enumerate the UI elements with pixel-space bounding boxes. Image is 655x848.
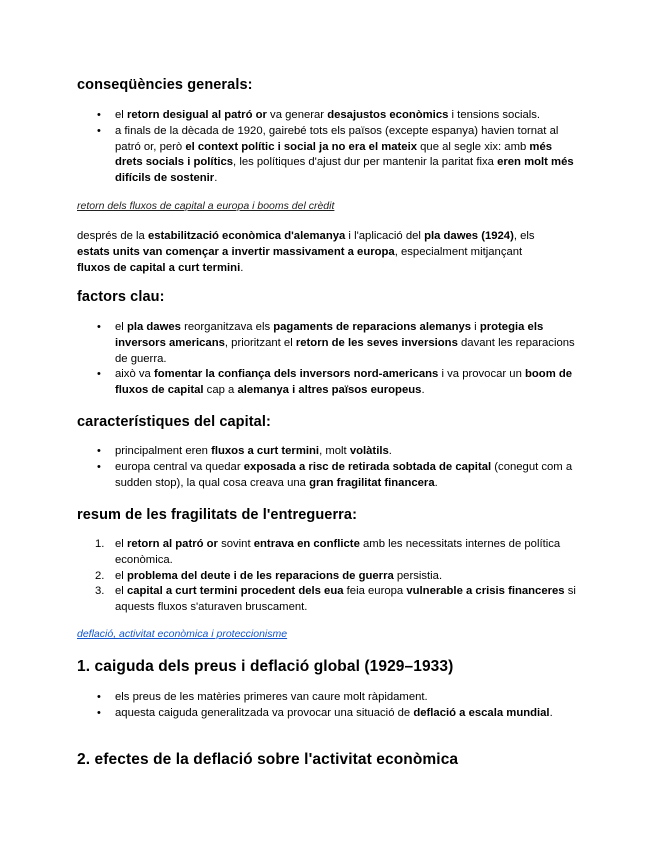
list-item: • aquesta caiguda generalitzada va provocar una situació de deflació a escala mundial.: [77, 706, 577, 722]
list-caiguda-preus: [77, 690, 577, 722]
list-item: 1. el retorn al patró or sovint entrava en conflicte amb les necessitats internes de política econòmica.: [95, 538, 561, 566]
heading-resum-fragilitats: resum de les fragilitats de l'entreguerra:: [77, 507, 358, 523]
link-deflacio[interactable]: deflació, activitat econòmica i proteccionisme: [77, 628, 288, 640]
list-item: • a finals de la dècada de 1920, gairebé tots els països (excepte espanya) havien tornat al patró or, però el context polític i social ja no era el mateix que al segle xix: amb més drets socials i polítics, les polítiques d'ajust dur per mantenir la paritat fixa eren molt més difícils de sostenir.: [77, 124, 577, 187]
link-retorn-fluxos[interactable]: retorn dels fluxos de capital a europa i booms del crèdit: [77, 200, 335, 212]
heading-factors-clau: factors clau:: [77, 289, 165, 305]
list-resum-fragilitats: [77, 537, 577, 616]
list-item: • això va fomentar la confiança dels inversors nord-americans i va provocar un boom de fluxos de capital cap a alemanya i altres països europeus.: [77, 367, 577, 399]
list-item: 2. el problema del deute i de les reparacions de guerra persistia.: [95, 569, 443, 582]
heading-consequencies: conseqüències generals:: [77, 77, 253, 93]
list-item: • els preus de les matèries primeres van caure molt ràpidament.: [77, 690, 577, 706]
list-item: • el retorn desigual al patró or va generar desajustos econòmics i tensions socials.: [77, 108, 577, 124]
list-consequencies: [77, 108, 577, 187]
heading-caracteristiques: característiques del capital:: [77, 414, 271, 430]
list-item: • principalment eren fluxos a curt termini, molt volàtils.: [77, 444, 577, 460]
list-item: • el pla dawes reorganitzava els pagaments de reparacions alemanys i protegia els inversors americans, prioritzant el retorn de les seves inversions davant les reparacions de guerra.: [77, 320, 577, 367]
paragraph-dawes: després de la estabilització econòmica d'alemanya i l'aplicació del pla dawes (1924), els estats units van començar a invertir massivament a europa, especialment mitjançant fluxos de capital a curt termini.: [77, 230, 535, 274]
heading-caiguda-preus: 1. caiguda dels preus i deflació global (1929–1933): [77, 658, 454, 675]
heading-efectes-deflacio: 2. efectes de la deflació sobre l'activitat econòmica: [77, 751, 459, 768]
list-item: • europa central va quedar exposada a risc de retirada sobtada de capital (conegut com a sudden stop), la qual cosa creava una gran fragilitat financera.: [77, 460, 577, 492]
list-factors-clau: [77, 320, 577, 399]
list-caracteristiques: [77, 444, 577, 491]
list-item: 3. el capital a curt termini procedent dels eua feia europa vulnerable a crisis financeres si aquests fluxos s'aturaven bruscament.: [95, 585, 576, 614]
